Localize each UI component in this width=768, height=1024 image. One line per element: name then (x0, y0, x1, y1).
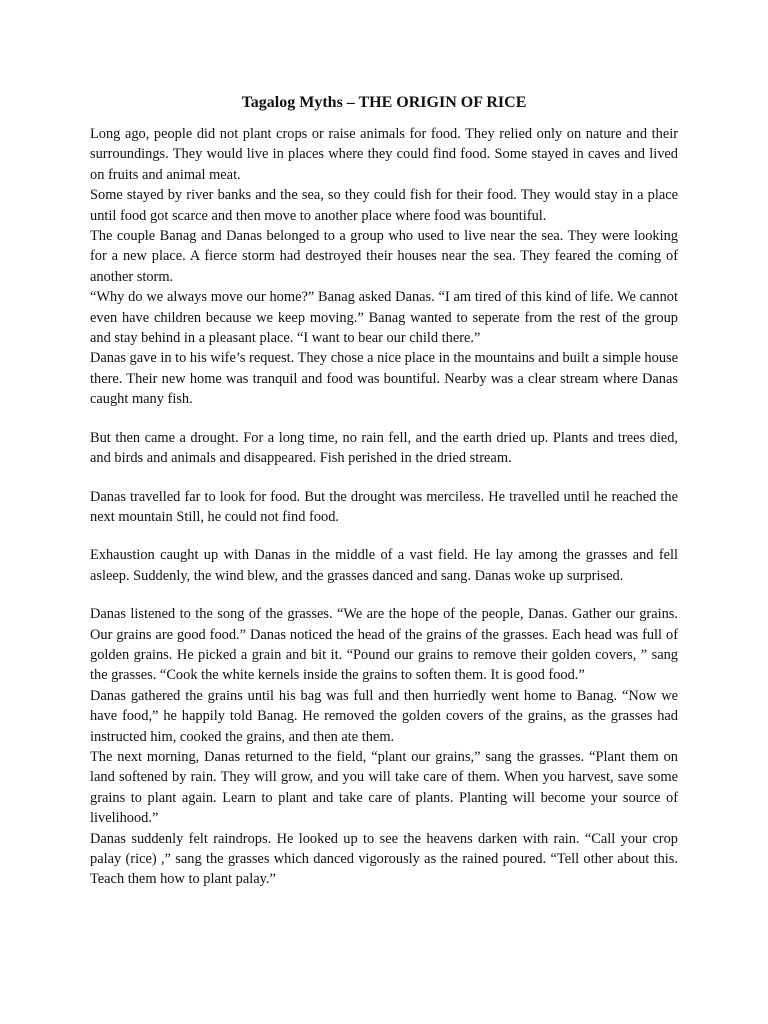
paragraph: The couple Banag and Danas belonged to a group who used to live near the sea. They were looking for a new place. A fierce storm had destroyed their houses near the sea. They feared the coming of another storm. (90, 228, 678, 285)
paragraph: Exhaustion caught up with Danas in the middle of a vast field. He lay among the grasses and fell asleep. Suddenly, the wind blew, and the grasses danced and sang. Danas woke up surprised. (90, 547, 678, 584)
paragraph: “Why do we always move our home?” Banag asked Danas. “I am tired of this kind of life. We cannot even have children because we keep moving.” Banag wanted to seperate from the rest of the group and stay behind in a pleasant place. “I want to bear our child there.” (90, 289, 678, 347)
paragraph: Long ago, people did not plant crops or raise animals for food. They relied only on nature and their surroundings. They would live in places where they could find food. Some stayed in caves and lived on fruits and animal meat. (90, 126, 678, 183)
paragraph: Danas travelled far to look for food. But the drought was merciless. He travelled until he reached the next mountain Still, he could not find food. (90, 488, 678, 525)
paragraph: But then came a drought. For a long time, no rain fell, and the earth dried up. Plants and trees died, and birds and animals and disappeared. Fish perished in the dried stream. (90, 429, 678, 467)
document-title: Tagalog Myths – THE ORIGIN OF RICE (241, 94, 527, 111)
paragraph: Some stayed by river banks and the sea, so they could fish for their food. They would stay in a place until food got scarce and then move to another place where food was bountiful. (90, 187, 678, 224)
document-body (90, 124, 678, 890)
paragraph: Danas suddenly felt raindrops. He looked up to see the heavens darken with rain. “Call your crop palay (rice) ,” sang the grasses which danced vigorously as the rained poured. “Tell other about this. Teach them how to plant palay.” (90, 830, 678, 888)
paragraph: Danas gathered the grains until his bag was full and then hurriedly went home to Banag. “Now we have food,” he happily told Banag. He removed the golden covers of the grains, as the grasses had instructed him, cooked the grains, and then ate them. (90, 687, 678, 745)
paragraph: Danas listened to the song of the grasses. “We are the hope of the people, Danas. Gather our grains. Our grains are good food.” Danas noticed the head of the grains of the grasses. Each head was full of golden grains. He picked a grain and bit it. “Pound our grains to remove their golden covers, ” sang the grasses. “Cook the white kernels inside the grains to soften them. It is good food.” (90, 606, 678, 684)
paragraph: Danas gave in to his wife’s request. They chose a nice place in the mountains and built a simple house there. Their new home was tranquil and food was bountiful. Nearby was a clear stream where Danas caught many fish. (90, 350, 678, 408)
paragraph: The next morning, Danas returned to the field, “plant our grains,” sang the grasses. “Plant them on land softened by rain. They will grow, and you will take care of them. When you harvest, save some grains to plant again. Learn to plant and take care of plants. Planting will become your source of livelihood.” (90, 748, 678, 827)
